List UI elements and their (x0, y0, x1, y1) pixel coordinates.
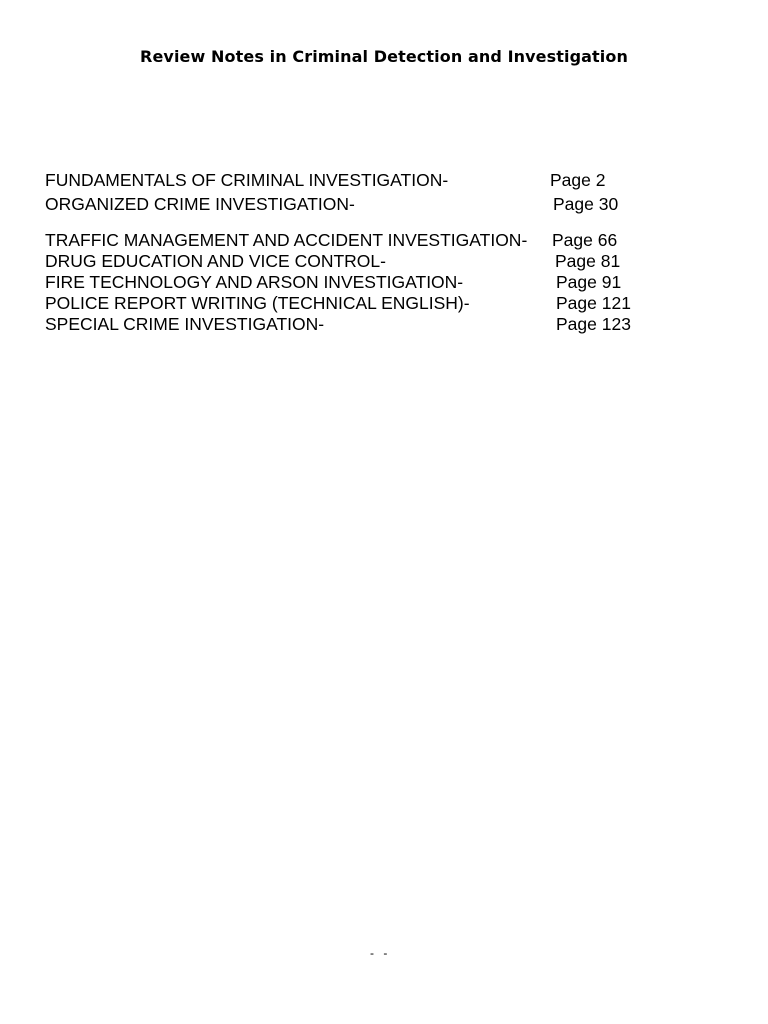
toc-entry-drug-education: DRUG EDUCATION AND VICE CONTROL- (45, 251, 386, 271)
toc-entry-fundamentals: FUNDAMENTALS OF CRIMINAL INVESTIGATION- (45, 170, 449, 190)
toc-entry-police-report-writing: POLICE REPORT WRITING (TECHNICAL ENGLISH)- (45, 293, 470, 313)
toc-page-number: Page 81 (555, 251, 621, 271)
toc-page-number: Page 66 (552, 230, 618, 250)
toc-entry-organized-crime: ORGANIZED CRIME INVESTIGATION- (45, 194, 355, 214)
toc-entry-special-crime: SPECIAL CRIME INVESTIGATION- (45, 314, 325, 334)
toc-page-number: Page 91 (556, 272, 622, 292)
document-title: Review Notes in Criminal Detection and Investigation (140, 47, 628, 66)
toc-page-number: Page 121 (556, 293, 631, 313)
page-footer-mark: - - (370, 946, 391, 960)
toc-page-number: Page 123 (556, 314, 631, 334)
toc-entry-traffic-management: TRAFFIC MANAGEMENT AND ACCIDENT INVESTIGATION- (45, 230, 528, 250)
toc-entry-fire-technology: FIRE TECHNOLOGY AND ARSON INVESTIGATION- (45, 272, 464, 292)
toc-page-number: Page 2 (550, 170, 606, 190)
toc-page-number: Page 30 (553, 194, 619, 214)
